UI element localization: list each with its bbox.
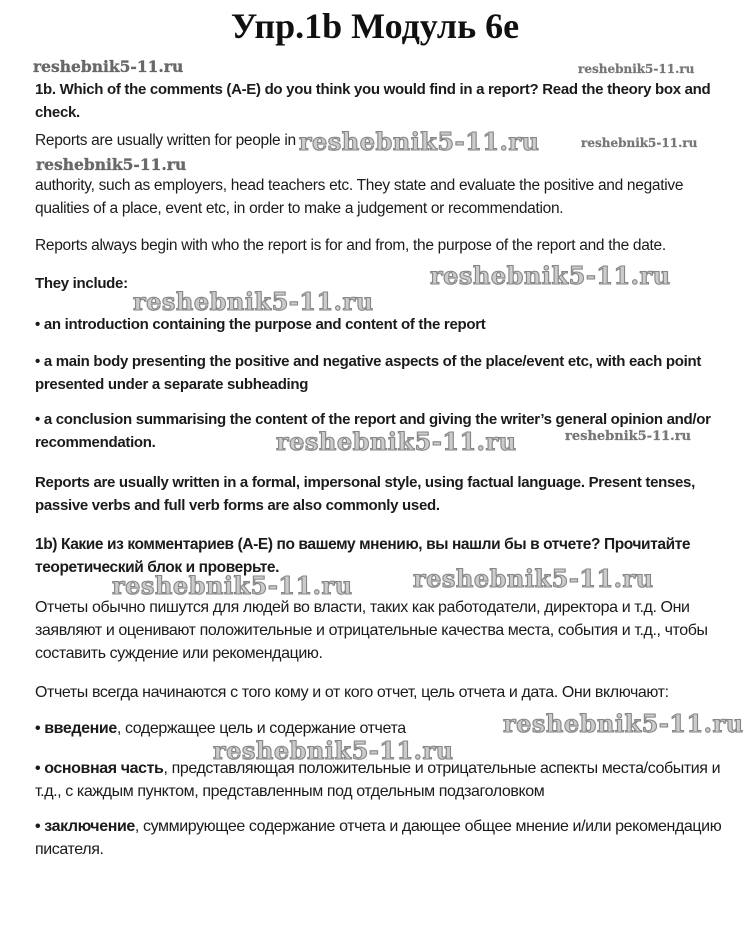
en-bullet-conclusion: • a conclusion summarising the content of the report and giving the writer’s general opinion and/or recommendation.: [35, 411, 711, 451]
ru-intro-paragraph: Отчеты обычно пишутся для людей во власти, таких как работодатели, директора и т.д. Они заявляют и оценивают положительные и отрицательные качества места, события и т.д., чтобы составить суждение или рекомендацию.: [35, 599, 708, 662]
watermark-top-left: reshebnik5-11.ru: [33, 57, 184, 76]
watermark-conclusion-right: reshebnik5-11.ru: [565, 429, 692, 444]
task-ru-paragraph: 1b) Какие из комментариев (А-Е) по вашему мнению, вы нашли бы в отчете? Прочитайте теоретический блок и проверьте.: [35, 536, 691, 576]
report-begin-paragraph: Reports always begin with who the report is for and from, the purpose of the report and the date.: [35, 237, 666, 254]
en-bullet-introduction: • an introduction containing the purpose and content of the report: [35, 316, 486, 333]
ru-bullet-introduction-rest: , содержащее цель и содержание отчета: [116, 720, 406, 737]
en-bullet-main-body: • a main body presenting the positive and negative aspects of the place/event etc, with each point presented under a separate subheading: [35, 353, 702, 393]
task-en-paragraph: 1b. Which of the comments (A-E) do you think you would find in a report? Read the theory box and check.: [35, 81, 711, 121]
ru-bullet-main-body: [35, 757, 740, 803]
ru-bullet-conclusion: [35, 815, 735, 861]
ru-bullet-main-body-rest: , представляющая положительные и отрицательные аспекты места/события и т.д., с каждым пунктом, представленным под отдельным подзаголовком: [35, 760, 721, 800]
watermark-inline: reshebnik5-11.ru: [298, 127, 540, 156]
watermark-ru-bullets-center: reshebnik5-11.ru: [213, 736, 454, 765]
report-style-paragraph: Reports are usually written in a formal, impersonal style, using factual language. Present tenses, passive verbs and full verb forms are also commonly used.: [35, 474, 695, 514]
ru-bullet-main-body-lead: • основная часть: [35, 760, 164, 777]
watermark-include-right: reshebnik5-11.ru: [430, 261, 671, 290]
ru-bullet-introduction-lead: • введение: [35, 720, 117, 737]
watermark-ru-task-left: reshebnik5-11.ru: [112, 571, 353, 600]
ru-bullet-conclusion-rest: , суммирующее содержание отчета и дающее общее мнение и/или рекомендацию писателя.: [35, 818, 722, 858]
watermark-top-right: reshebnik5-11.ru: [578, 62, 695, 76]
page-title: Упр.1b Модуль 6e: [230, 6, 520, 46]
watermark-row2-right: reshebnik5-11.ru: [581, 136, 698, 150]
ru-begin-paragraph: Отчеты всегда начинаются с того кому и от кого отчет, цель отчета и дата. Они включают:: [35, 684, 669, 701]
report-intro-lead-text: Reports are usually written for people in: [35, 132, 296, 149]
ru-bullet-conclusion-lead: • заключение: [35, 818, 135, 835]
they-include-label: They include:: [35, 275, 128, 292]
watermark-include-center: reshebnik5-11.ru: [133, 287, 374, 316]
watermark-ru-bullets-right: reshebnik5-11.ru: [503, 709, 744, 738]
watermark-row3-left: reshebnik5-11.ru: [36, 155, 187, 174]
watermark-conclusion-center: reshebnik5-11.ru: [276, 427, 517, 456]
watermark-ru-task-right: reshebnik5-11.ru: [413, 564, 654, 593]
report-intro-rest-paragraph: authority, such as employers, head teachers etc. They state and evaluate the positive and negative qualities of a place, event etc, in order to make a judgement or recommendation.: [35, 177, 684, 217]
